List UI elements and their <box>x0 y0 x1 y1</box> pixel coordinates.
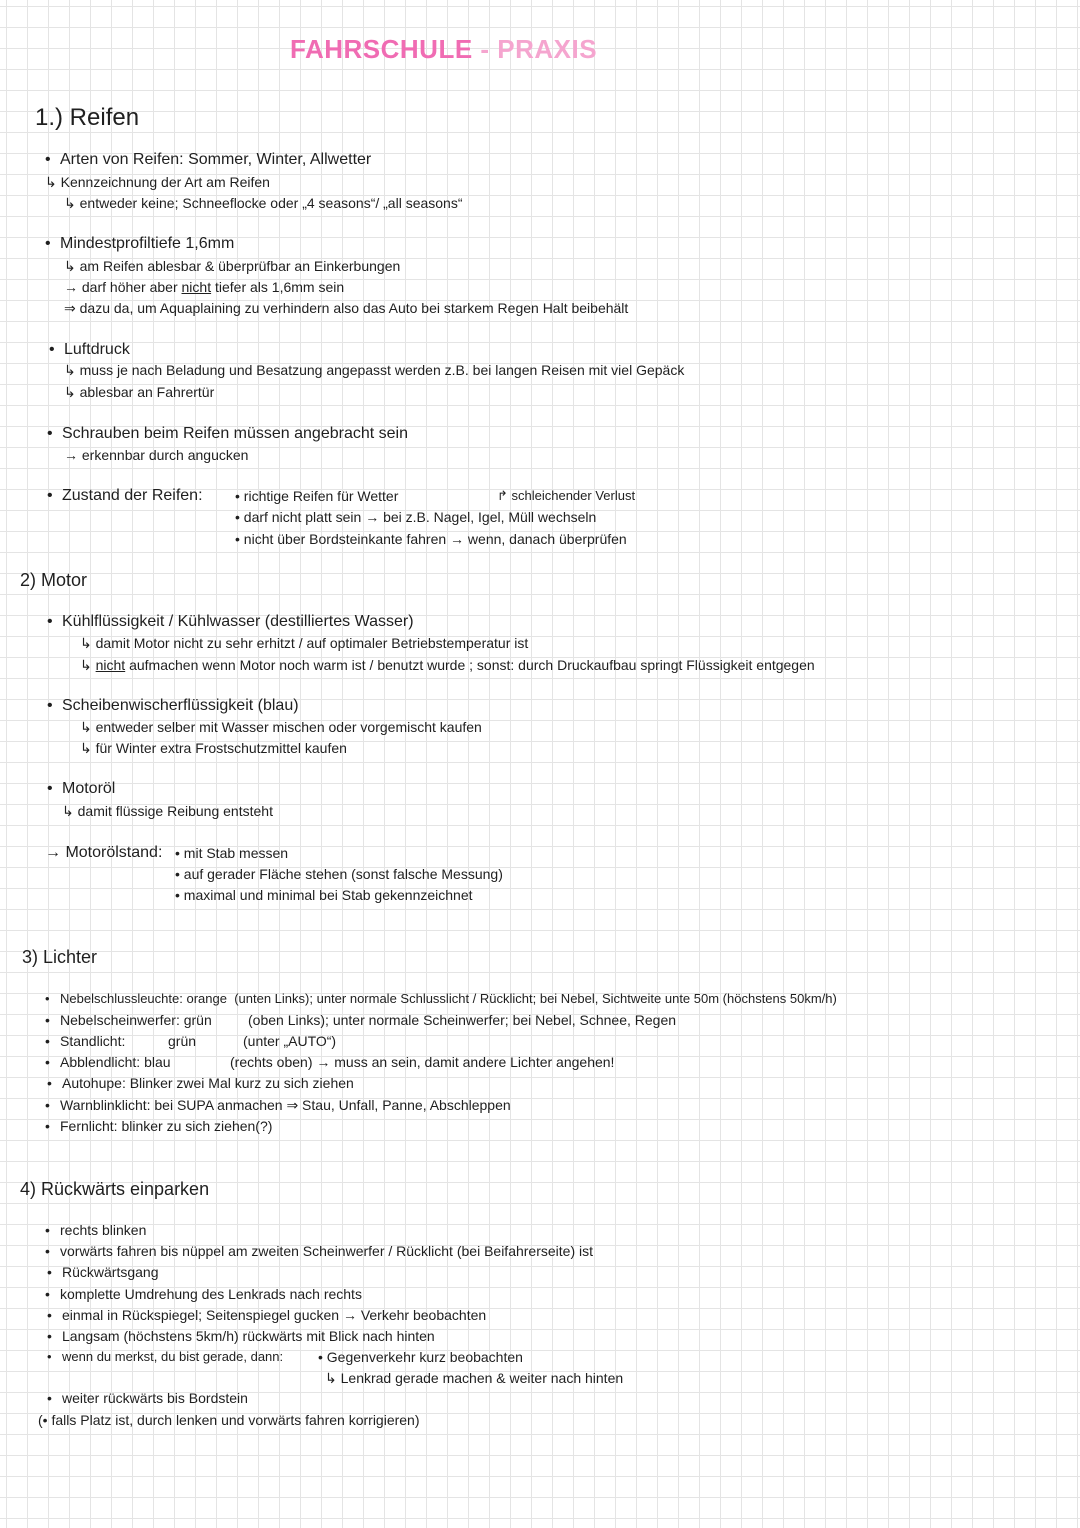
licht-color: grün <box>183 1012 212 1028</box>
title-sub: - PRAXIS <box>480 34 598 64</box>
reifen-schrauben: • Schrauben beim Reifen müssen angebracht sein <box>62 424 408 444</box>
motor-scheibe-sub: ↳ entweder selber mit Wasser mischen oder vorgemischt kaufen <box>80 719 482 735</box>
profil-post: tiefer als 1,6mm sein <box>214 279 345 295</box>
reifen-profil-sub: ⇒ dazu da, um Aquaplaining zu verhindern also das Auto bei starkem Regen Halt beibehält <box>64 300 629 316</box>
zustand-point-text: • richtige Reifen für Wetter <box>235 488 398 504</box>
reifen-zustand-point <box>235 507 596 527</box>
licht-pos: (oben Links); <box>248 1012 329 1028</box>
licht-row-autohupe: • Autohupe: Blinker zwei Mal kurz zu sich ziehen <box>62 1073 354 1093</box>
reifen-zustand-label: • Zustand der Reifen: <box>62 486 203 506</box>
einparken-gerade-point <box>318 1347 523 1367</box>
licht-pos: (unten Links); <box>234 991 313 1006</box>
reifen-profil: • Mindestprofiltiefe 1,6mm <box>60 234 234 254</box>
reifen-zustand-note: ↱ schleichender Verlust <box>497 488 636 503</box>
motor-kuehl-sub <box>80 655 815 675</box>
einparken-step: • vorwärts fahren bis nüppel am zweiten Scheinwerfer / Rücklicht (bei Beifahrerseite) ist <box>60 1241 593 1261</box>
profil-pre: → darf höher aber <box>64 279 178 295</box>
stand-point-text: • maximal und minimal bei Stab gekennzeichnet <box>175 887 473 903</box>
licht-row-warnblinklicht: • Warnblinklicht: bei SUPA anmachen ⇒ Stau, Unfall, Panne, Abschleppen <box>60 1095 511 1115</box>
motor-kuehl-sub: ↳ damit Motor nicht zu sehr erhitzt / auf optimaler Betriebstemperatur ist <box>80 635 529 651</box>
reifen-arten-sub: ↳ Kennzeichnung der Art am Reifen <box>45 174 270 190</box>
kuehl-post: aufmachen wenn Motor noch warm ist / benutzt wurde ; sonst: durch Druckaufbau springt Flüssigkeit entgegen <box>129 657 815 673</box>
licht-pos: (unter „AUTO“) <box>243 1033 337 1049</box>
zustand-point-text: • darf nicht platt sein → bei z.B. Nagel, Igel, Müll wechseln <box>235 509 596 525</box>
licht-color: grün <box>168 1033 197 1049</box>
einparken-step: • Rückwärtsgang <box>62 1262 159 1282</box>
licht-row-nebelschluss <box>60 989 837 1009</box>
title-main: FAHRSCHULE <box>290 34 473 64</box>
einparken-step: • Langsam (höchstens 5km/h) rückwärts mit Blick nach hinten <box>62 1326 435 1346</box>
reifen-zustand-point <box>235 529 627 549</box>
licht-pos: (rechts oben) <box>230 1054 313 1070</box>
einparken-after: • weiter rückwärts bis Bordstein <box>62 1388 248 1408</box>
licht-rest: unter normale Scheinwerfer; bei Nebel, Schnee, Regen <box>332 1012 677 1028</box>
motor-stand-point <box>175 843 288 863</box>
reifen-schrauben-sub: → erkennbar durch angucken <box>64 447 249 463</box>
profil-emph: nicht <box>181 279 212 295</box>
einparken-step: • rechts blinken <box>60 1220 146 1240</box>
reifen-luftdruck-sub: ↳ ablesbar an Fahrertür <box>64 384 215 400</box>
motor-oel-sub: ↳ damit flüssige Reibung entsteht <box>62 803 273 819</box>
motor-kuehl: • Kühlflüssigkeit / Kühlwasser (destilliertes Wasser) <box>62 612 414 632</box>
motor-scheibe: • Scheibenwischerflüssigkeit (blau) <box>62 696 299 716</box>
licht-row-abblendlicht <box>60 1052 171 1072</box>
licht-row-nebelscheinwerfer-detail <box>248 1010 676 1030</box>
reifen-luftdruck-sub: ↳ muss je nach Beladung und Besatzung angepasst werden z.B. bei langen Reisen mit viel Gepäck <box>64 362 685 378</box>
reifen-zustand-point <box>235 486 398 506</box>
reifen-profil-sub: ↳ am Reifen ablesbar & überprüfbar an Einkerbungen <box>64 258 401 274</box>
licht-name: Abblendlicht: <box>60 1054 141 1070</box>
einparken-gerade-lead: • wenn du merkst, du bist gerade, dann: <box>62 1347 283 1367</box>
licht-rest: unter normale Schlusslicht / Rücklicht; bei Nebel, Sichtweite unte 50m (höchstens 50km/h) <box>316 991 837 1006</box>
section-heading-reifen: 1.) Reifen <box>35 104 140 131</box>
licht-row-fernlicht: • Fernlicht: blinker zu sich ziehen(?) <box>60 1116 272 1136</box>
licht-row-abblendlicht-detail <box>230 1052 614 1072</box>
reifen-arten-sub: ↳ entweder keine; Schneeflocke oder „4 seasons“/ „all seasons“ <box>64 195 463 211</box>
licht-rest: → muss an sein, damit andere Lichter angehen! <box>316 1054 615 1070</box>
einparken-step: • komplette Umdrehung des Lenkrads nach rechts <box>60 1284 362 1304</box>
stand-point-text: • mit Stab messen <box>175 845 288 861</box>
reifen-luftdruck: • Luftdruck <box>64 340 130 360</box>
motor-stand-point <box>175 864 503 884</box>
stand-point-text: • auf gerader Fläche stehen (sonst falsche Messung) <box>175 866 503 882</box>
motor-stand-label: → Motorölstand: <box>45 844 163 861</box>
licht-color: orange <box>186 991 227 1006</box>
einparken-step: • einmal in Rückspiegel; Seitenspiegel gucken → Verkehr beobachten <box>62 1305 486 1325</box>
gerade-point-text: • Gegenverkehr kurz beobachten <box>318 1349 523 1365</box>
licht-row-standlicht: • Standlicht: <box>60 1031 125 1051</box>
page-title <box>290 32 597 66</box>
reifen-arten: • Arten von Reifen: Sommer, Winter, Allwetter <box>60 150 371 170</box>
motor-scheibe-sub: ↳ für Winter extra Frostschutzmittel kaufen <box>80 740 347 756</box>
einparken-optional: (• falls Platz ist, durch lenken und vorwärts fahren korrigieren) <box>38 1412 420 1428</box>
section-heading-einparken: 4) Rückwärts einparken <box>20 1179 210 1199</box>
section-heading-lichter: 3) Lichter <box>22 947 98 967</box>
licht-color: blau <box>144 1054 171 1070</box>
licht-row-nebelscheinwerfer <box>60 1010 212 1030</box>
motor-oel: • Motoröl <box>62 779 115 799</box>
licht-name: Nebelschlussleuchte: <box>60 991 183 1006</box>
kuehl-emph: nicht <box>95 657 126 673</box>
reifen-profil-sub <box>64 277 344 297</box>
einparken-gerade-point: ↳ Lenkrad gerade machen & weiter nach hinten <box>325 1370 624 1386</box>
motor-stand-point <box>175 885 473 905</box>
zustand-point-text: • nicht über Bordsteinkante fahren → wenn, danach überprüfen <box>235 531 627 547</box>
licht-name: Nebelscheinwerfer: <box>60 1012 180 1028</box>
kuehl-arrow: ↳ <box>80 657 92 673</box>
section-heading-motor: 2) Motor <box>20 570 88 590</box>
